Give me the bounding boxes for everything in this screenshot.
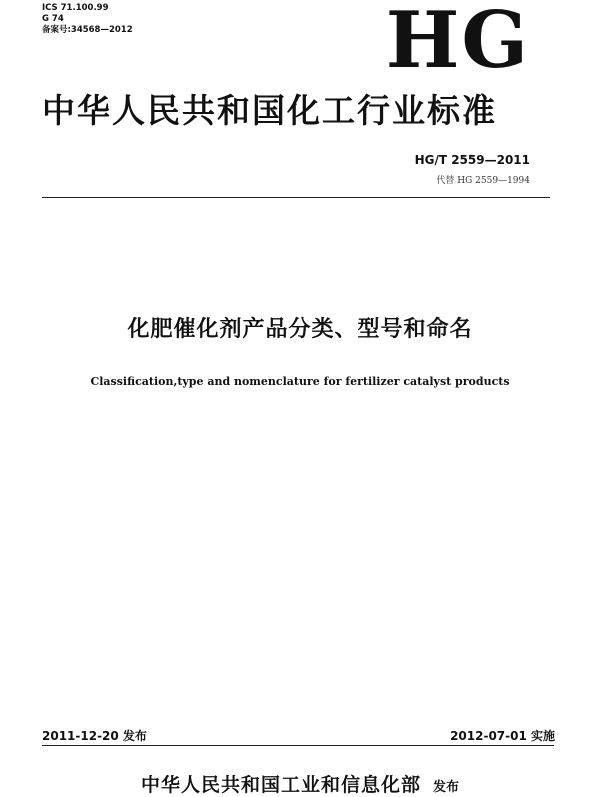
filing-number: 备案号:34568—2012 xyxy=(42,25,133,35)
implementation-date: 2012-07-01 实施 xyxy=(450,729,555,743)
ccs-code: G 74 xyxy=(42,14,64,24)
issuer-name: 中华人民共和国工业和信息化部 xyxy=(140,774,421,796)
footer-divider xyxy=(42,745,554,746)
hg-logo: HG xyxy=(385,0,530,86)
standard-number: HG/T 2559—2011 xyxy=(414,153,530,167)
issuer-line xyxy=(0,770,600,797)
issue-label: 发布 xyxy=(433,780,460,795)
replaces-standard: 代替 HG 2559—1994 xyxy=(436,176,530,186)
meta-block xyxy=(42,3,133,36)
header-divider xyxy=(42,197,550,198)
document-title-english: Classification,type and nomenclature for fertilizer catalyst products xyxy=(90,375,510,388)
document-title: 化肥催化剂产品分类、型号和命名 xyxy=(127,317,473,342)
standard-title: 中华人民共和国化工行业标准 xyxy=(42,91,497,130)
issue-date: 2011-12-20 发布 xyxy=(42,729,147,743)
ics-code: ICS 71.100.99 xyxy=(42,3,109,13)
